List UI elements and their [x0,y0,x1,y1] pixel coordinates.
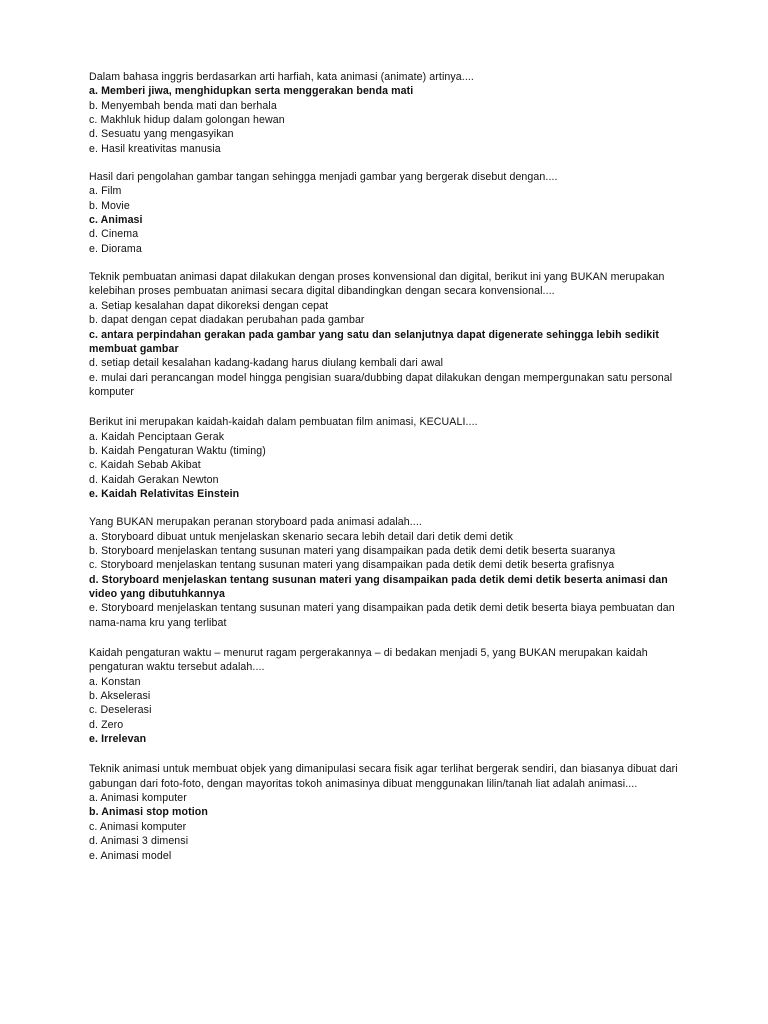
answer-option: e. Irrelevan [89,733,147,746]
answer-option: d. Animasi 3 dimensi [89,835,189,848]
question-text: Teknik pembuatan animasi dapat dilakukan dengan proses konvensional dan digital, berikut ini yang BUKAN merupakan kelebihan proses pembuatan animasi secara digital dibandingkan dengan secara konvensional.... [89,271,665,298]
answer-option: a. Setiap kesalahan dapat dikoreksi dengan cepat [89,299,329,312]
answer-option: b. Movie [89,199,130,212]
answer-option: d. Storyboard menjelaskan tentang susunan materi yang disampaikan pada detik demi detik beserta animasi dan video yang dibutuhkannya [89,573,668,600]
question-text: Dalam bahasa inggris berdasarkan arti harfiah, kata animasi (animate) artinya.... [89,71,474,83]
question-5 [89,515,689,630]
question-text: Hasil dari pengolahan gambar tangan sehingga menjadi gambar yang bergerak disebut dengan.... [89,171,558,184]
answer-option: e. mulai dari perancangan model hingga pengisian suara/dubbing dapat dilakukan dengan mempergunakan satu personal komputer [89,371,673,398]
question-text: Kaidah pengaturan waktu – menurut ragam pergerakannya – di bedakan menjadi 5, yang BUKAN merupakan kaidah pengaturan waktu tersebut adalah.... [89,647,648,674]
answer-option: b. Menyembah benda mati dan berhala [89,99,277,112]
question-1 [89,70,689,156]
answer-option: d. Sesuatu yang mengasyikan [89,128,234,141]
answer-option: b. Animasi stop motion [89,806,208,819]
question-text: Yang BUKAN merupakan peranan storyboard pada animasi adalah.... [89,516,422,529]
question-3 [89,270,689,399]
answer-option: c. antara perpindahan gerakan pada gambar yang satu dan selanjutnya dapat digenerate sehingga lebih sedikit membuat gambar [89,328,659,355]
answer-option: d. Zero [89,718,124,731]
question-7 [89,762,689,862]
answer-option: e. Animasi model [89,849,172,862]
question-6 [89,646,689,746]
question-text: Berikut ini merupakan kaidah-kaidah dalam pembuatan film animasi, KECUALI.... [89,416,478,429]
answer-option: a. Animasi komputer [89,792,187,805]
answer-option: a. Storyboard dibuat untuk menjelaskan skenario secara lebih detail dari detik demi detik [89,530,514,543]
question-text: Teknik animasi untuk membuat objek yang dimanipulasi secara fisik agar terlihat bergerak sendiri, dan biasanya dibuat dari gabungan dari foto-foto, dengan mayoritas tokoh animasinya dibuat menggunakan lilin/tanah liat adalah animasi.... [89,763,678,790]
answer-option: c. Storyboard menjelaskan tentang susunan materi yang disampaikan pada detik demi detik beserta grafisnya [89,559,615,572]
answer-option: a. Konstan [89,675,141,688]
answer-option: b. Kaidah Pengaturan Waktu (timing) [89,444,266,457]
answer-option: e. Kaidah Relativitas Einstein [89,487,240,500]
question-2 [89,170,689,256]
answer-option: a. Kaidah Penciptaan Gerak [89,430,225,443]
answer-option: b. dapat dengan cepat diadakan perubahan pada gambar [89,314,365,327]
answer-option: e. Storyboard menjelaskan tentang susunan materi yang disampaikan pada detik demi detik beserta biaya pembuatan dan nama-nama kru yang terlibat [89,602,675,629]
answer-option: a. Film [89,185,122,198]
answer-option: c. Deselerasi [89,704,152,717]
answer-option: d. setiap detail kesalahan kadang-kadang harus diulang kembali dari awal [89,357,444,370]
answer-option: d. Kaidah Gerakan Newton [89,473,219,486]
document-page [89,70,689,877]
answer-option: c. Animasi [89,214,143,227]
answer-option: e. Diorama [89,242,142,255]
answer-option: c. Animasi komputer [89,820,187,833]
answer-option: d. Cinema [89,228,139,241]
answer-option: b. Storyboard menjelaskan tentang susunan materi yang disampaikan pada detik demi detik beserta suaranya [89,544,616,557]
answer-option: c. Makhluk hidup dalam golongan hewan [89,114,285,127]
question-4 [89,415,689,501]
answer-option: b. Akselerasi [89,690,151,703]
answer-option: c. Kaidah Sebab Akibat [89,459,201,472]
answer-option: a. Memberi jiwa, menghidupkan serta menggerakan benda mati [89,85,414,98]
answer-option: e. Hasil kreativitas manusia [89,142,221,155]
